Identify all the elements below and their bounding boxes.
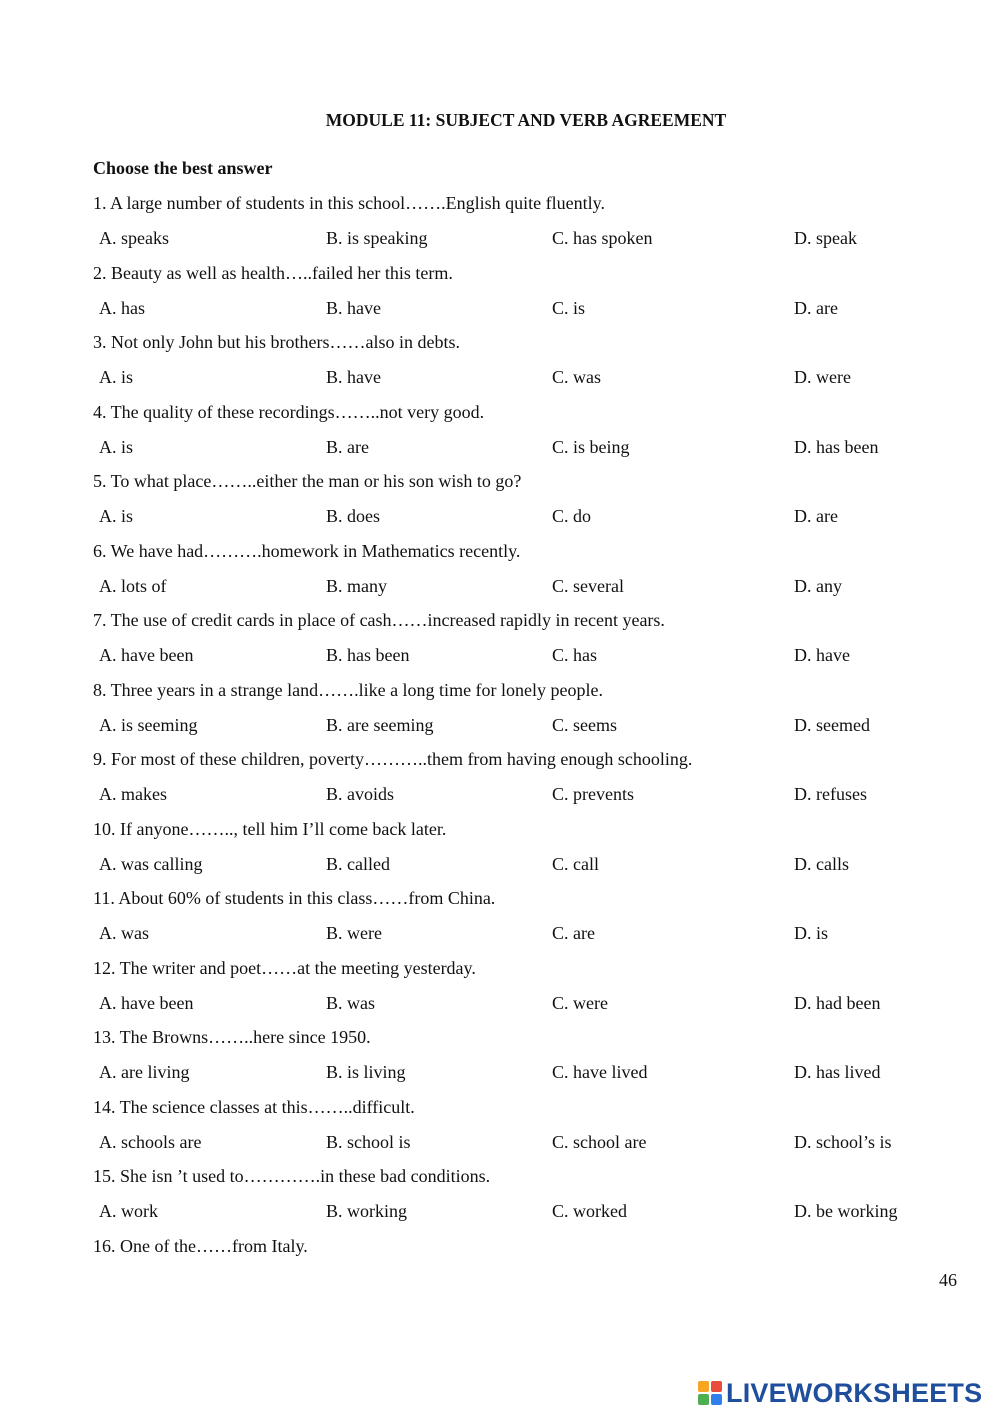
answer-option[interactable]: B. has been <box>326 645 410 665</box>
instruction-heading: Choose the best answer <box>93 158 273 178</box>
answer-option[interactable]: C. worked <box>552 1201 627 1221</box>
logo-square-1 <box>698 1381 709 1392</box>
answer-option[interactable]: D. are <box>794 297 838 318</box>
answer-option[interactable]: A. is seeming <box>99 714 198 735</box>
answer-option[interactable]: C. several <box>552 575 624 596</box>
answer-option[interactable]: A. have been <box>99 645 194 665</box>
answer-option[interactable]: C. have lived <box>552 1062 648 1082</box>
answer-option[interactable]: D. seemed <box>794 714 870 735</box>
answer-option[interactable]: D. has lived <box>794 1062 881 1082</box>
answer-option[interactable]: B. are seeming <box>326 714 434 735</box>
answer-option[interactable]: D. speak <box>794 228 857 248</box>
answer-option[interactable]: D. is <box>794 923 829 943</box>
answer-option[interactable]: B. many <box>326 575 387 596</box>
answer-option[interactable]: B. are <box>326 436 369 457</box>
answer-option[interactable]: D. are <box>794 506 838 526</box>
answer-option[interactable]: A. was <box>99 923 149 943</box>
answer-options <box>0 437 1000 461</box>
answer-option[interactable]: A. makes <box>99 784 167 804</box>
question-text: 15. She isn ’t used to………….in these bad conditions. <box>93 1166 491 1186</box>
answer-options <box>0 367 1000 391</box>
question-text: 7. The use of credit cards in place of cash……increased rapidly in recent years. <box>93 610 665 630</box>
question-text: 2. Beauty as well as health…..failed her this term. <box>93 262 453 283</box>
question-text: 10. If anyone…….., tell him I’ll come back later. <box>93 818 447 839</box>
question-text: 14. The science classes at this……..difficult. <box>93 1096 415 1117</box>
question-text: 6. We have had……….homework in Mathematics recently. <box>93 540 521 561</box>
answer-option[interactable]: D. were <box>794 367 851 387</box>
answer-option[interactable]: A. has <box>99 297 145 318</box>
answer-option[interactable]: B. were <box>326 923 382 943</box>
answer-options <box>0 645 1000 669</box>
question-text: 8. Three years in a strange land…….like a long time for lonely people. <box>93 679 604 700</box>
answer-option[interactable]: C. was <box>552 367 601 387</box>
question-text: 3. Not only John but his brothers……also in debts. <box>93 332 460 352</box>
answer-option[interactable]: D. have <box>794 645 850 665</box>
answer-option[interactable]: B. is living <box>326 1062 406 1082</box>
answer-options <box>0 854 1000 878</box>
answer-option[interactable]: A. is <box>99 506 134 526</box>
answer-option[interactable]: A. lots of <box>99 575 167 596</box>
answer-options <box>0 1132 1000 1156</box>
answer-option[interactable]: B. is speaking <box>326 228 428 248</box>
logo-square-2 <box>711 1381 722 1392</box>
answer-option[interactable]: A. speaks <box>99 228 169 248</box>
question-text: 5. To what place……..either the man or his son wish to go? <box>93 471 522 491</box>
answer-options <box>0 784 1000 808</box>
module-title: MODULE 11: SUBJECT AND VERB AGREEMENT <box>325 110 727 130</box>
question-text: 16. One of the……from Italy. <box>93 1235 308 1256</box>
answer-option[interactable]: D. has been <box>794 436 879 457</box>
answer-option[interactable]: D. refuses <box>794 784 867 804</box>
answer-options <box>0 1201 1000 1225</box>
question-text: 4. The quality of these recordings……..not very good. <box>93 401 485 422</box>
question-text: 11. About 60% of students in this class……from China. <box>93 888 496 908</box>
answer-option[interactable]: D. be working <box>794 1201 898 1221</box>
answer-option[interactable]: C. call <box>552 853 599 874</box>
answer-option[interactable]: C. are <box>552 923 595 943</box>
answer-options <box>0 715 1000 739</box>
answer-option[interactable]: C. do <box>552 506 592 526</box>
answer-option[interactable]: C. has spoken <box>552 228 653 248</box>
answer-option[interactable]: C. were <box>552 992 608 1013</box>
answer-option[interactable]: A. is <box>99 436 134 457</box>
answer-option[interactable]: C. prevents <box>552 784 634 804</box>
answer-option[interactable]: B. called <box>326 853 390 874</box>
answer-option[interactable]: B. avoids <box>326 784 395 804</box>
answer-options <box>0 506 1000 530</box>
answer-option[interactable]: A. schools are <box>99 1131 202 1152</box>
answer-options <box>0 1062 1000 1086</box>
answer-option[interactable]: B. working <box>326 1201 407 1221</box>
answer-options <box>0 923 1000 947</box>
answer-option[interactable]: C. seems <box>552 714 617 735</box>
answer-options <box>0 993 1000 1017</box>
answer-option[interactable]: A. is <box>99 367 134 387</box>
logo-square-3 <box>698 1394 709 1405</box>
answer-option[interactable]: B. have <box>326 367 381 387</box>
answer-option[interactable]: A. are living <box>99 1062 190 1082</box>
logo-grid-icon <box>698 1381 722 1405</box>
answer-option[interactable]: A. work <box>99 1201 158 1221</box>
answer-option[interactable]: D. school’s is <box>794 1131 892 1152</box>
answer-option[interactable]: B. school is <box>326 1131 411 1152</box>
answer-option[interactable]: C. has <box>552 645 597 665</box>
answer-option[interactable]: C. school are <box>552 1131 647 1152</box>
logo-text: LIVEWORKSHEETS <box>726 1377 983 1408</box>
question-text: 13. The Browns……..here since 1950. <box>93 1027 371 1047</box>
liveworksheets-logo[interactable] <box>698 1377 983 1408</box>
question-text: 12. The writer and poet……at the meeting yesterday. <box>93 957 476 978</box>
answer-option[interactable]: D. any <box>794 575 842 596</box>
answer-options <box>0 576 1000 600</box>
question-text: 1. A large number of students in this school…….English quite fluently. <box>93 193 605 213</box>
answer-options <box>0 228 1000 252</box>
answer-option[interactable]: A. was calling <box>99 853 203 874</box>
answer-options <box>0 298 1000 322</box>
question-text: 9. For most of these children, poverty………..them from having enough schooling. <box>93 749 693 769</box>
answer-option[interactable]: D. had been <box>794 992 881 1013</box>
logo-square-4 <box>711 1394 722 1405</box>
answer-option[interactable]: A. have been <box>99 992 194 1013</box>
answer-option[interactable]: C. is <box>552 297 586 318</box>
answer-option[interactable]: B. have <box>326 297 381 318</box>
answer-option[interactable]: C. is being <box>552 436 630 457</box>
answer-option[interactable]: B. does <box>326 506 380 526</box>
page-number: 46 <box>939 1270 957 1290</box>
answer-option[interactable]: D. calls <box>794 853 849 874</box>
answer-option[interactable]: B. was <box>326 992 375 1013</box>
